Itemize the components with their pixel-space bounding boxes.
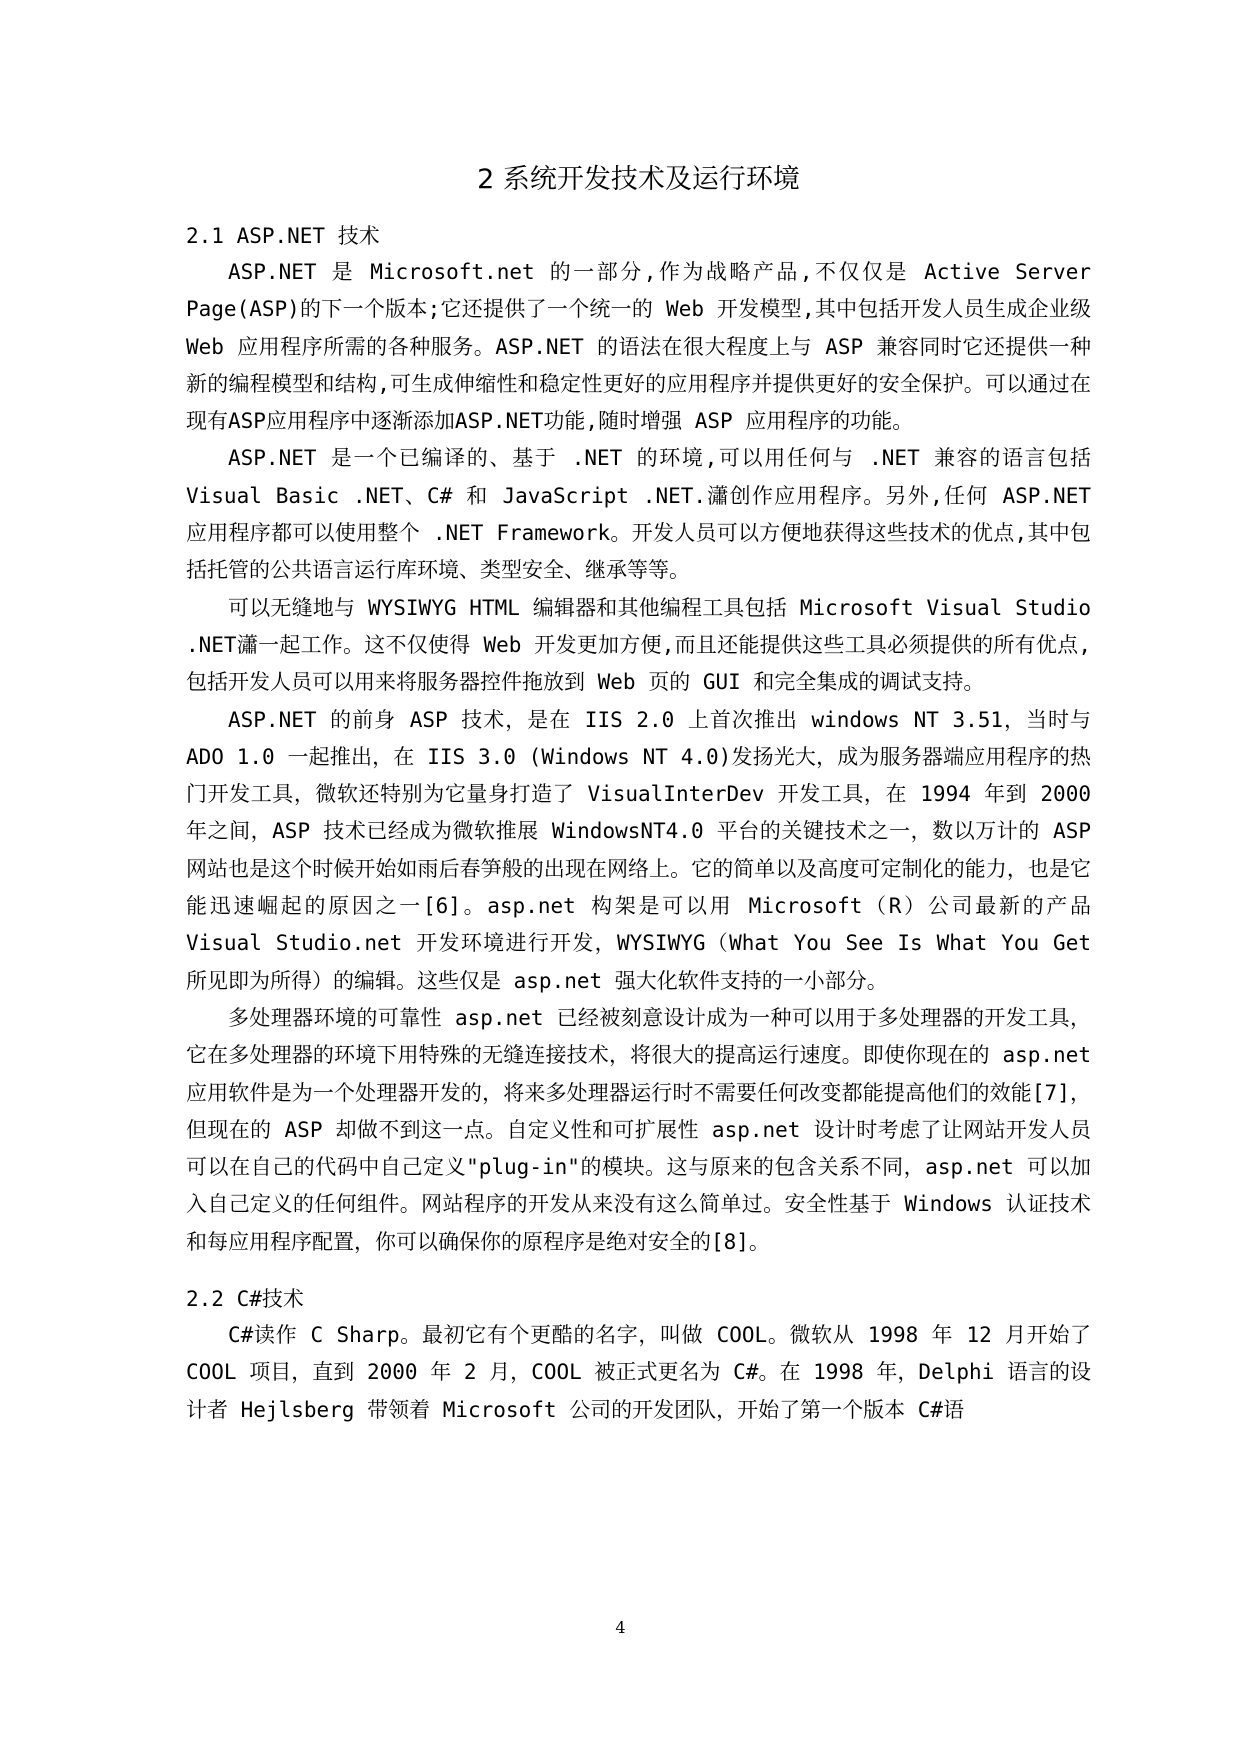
paragraph: ASP.NET 是一个已编译的、基于 .NET 的环境,可以用任何与 .NET 兼容的语言包括 Visual Basic .NET、C# 和 JavaScript .NET.瀟创作应用程序。另外,任何 ASP.NET 应用程序都可以使用整个 .NET Framework。开发人员可以方便地获得这些技术的优点,其中包括托管的公共语言运行库环境、类型安全、继承等等。 (186, 446, 1091, 583)
section-heading-2-2: 2.2 C#技术 (186, 1287, 304, 1312)
paragraph: 多处理器环境的可靠性 asp.net 已经被刻意设计成为一种可以用于多处理器的开发工具，它在多处理器的环境下用特殊的无缝连接技术，将很大的提高运行速度。即使你现在的 asp.net 应用软件是为一个处理器开发的，将来多处理器运行时不需要任何改变都能提高他们的效能[7]，但现在的 ASP 却做不到这一点。自定义性和可扩展性 asp.net 设计时考虑了让网站开发人员可以在自己的代码中自己定义"plug-in"的模块。这与原来的包含关系不同，asp.net 可以加入自己定义的任何组件。网站程序的开发从来没有这么简单过。安全性基于 Windows 认证技术和每应用程序配置，你可以确保你的原程序是绝对安全的[8]。 (186, 1005, 1091, 1254)
chapter-title: 2 系统开发技术及运行环境 (477, 164, 800, 195)
paragraph: C#读作 C Sharp。最初它有个更酷的名字，叫做 COOL。微软从 1998 年 12 月开始了 COOL 项目，直到 2000 年 2 月，COOL 被正式更名为 C#。在 1998 年，Delphi 语言的设计者 Hejlsberg 带领着 Microsoft 公司的开发团队，开始了第一个版本 C#语 (186, 1323, 1091, 1422)
paragraph: ASP.NET 是 Microsoft.net 的一部分,作为战略产品,不仅仅是 Active Server Page(ASP)的下一个版本;它还提供了一个统一的 Web 开发模型,其中包括开发人员生成企业级 Web 应用程序所需的各种服务。ASP.NET 的语法在很大程度上与 ASP 兼容同时它还提供一种新的编程模型和结构,可生成伸缩性和稳定性更好的应用程序并提供更好的安全保护。可以通过在现有ASP应用程序中逐渐添加ASP.NET功能,随时增强 ASP 应用程序的功能。 (186, 260, 1091, 434)
paragraph: ASP.NET 的前身 ASP 技术，是在 IIS 2.0 上首次推出 windows NT 3.51，当时与 ADO 1.0 一起推出，在 IIS 3.0 (Windows NT 4.0)发扬光大，成为服务器端应用程序的热门开发工具，微软还特别为它量身打造了 VisualInterDev 开发工具，在 1994 年到 2000 年之间，ASP 技术已经成为微软推展 WindowsNT4.0 平台的关键技术之一，数以万计的 ASP 网站也是这个时候开始如雨后春笋般的出现在网络上。它的简单以及高度可定制化的能力，也是它能迅速崛起的原因之一[6]。asp.net 构架是可以用 Microsoft（R）公司最新的产品 Visual Studio.net 开发环境进行开发，WYSIWYG（What You See Is What You Get 所见即为所得）的编辑。这些仅是 asp.net 强大化软件支持的一小部分。 (186, 707, 1091, 993)
page-number: 4 (615, 1618, 626, 1637)
paragraph: 可以无缝地与 WYSIWYG HTML 编辑器和其他编程工具包括 Microsoft Visual Studio .NET瀟一起工作。这不仅使得 Web 开发更加方便,而且还能提供这些工具必须提供的所有优点,包括开发人员可以用来将服务器控件拖放到 Web 页的 GUI 和完全集成的调试支持。 (186, 595, 1091, 695)
page-content (186, 160, 1091, 1429)
section-heading-2-1: 2.1 ASP.NET 技术 (186, 224, 380, 248)
